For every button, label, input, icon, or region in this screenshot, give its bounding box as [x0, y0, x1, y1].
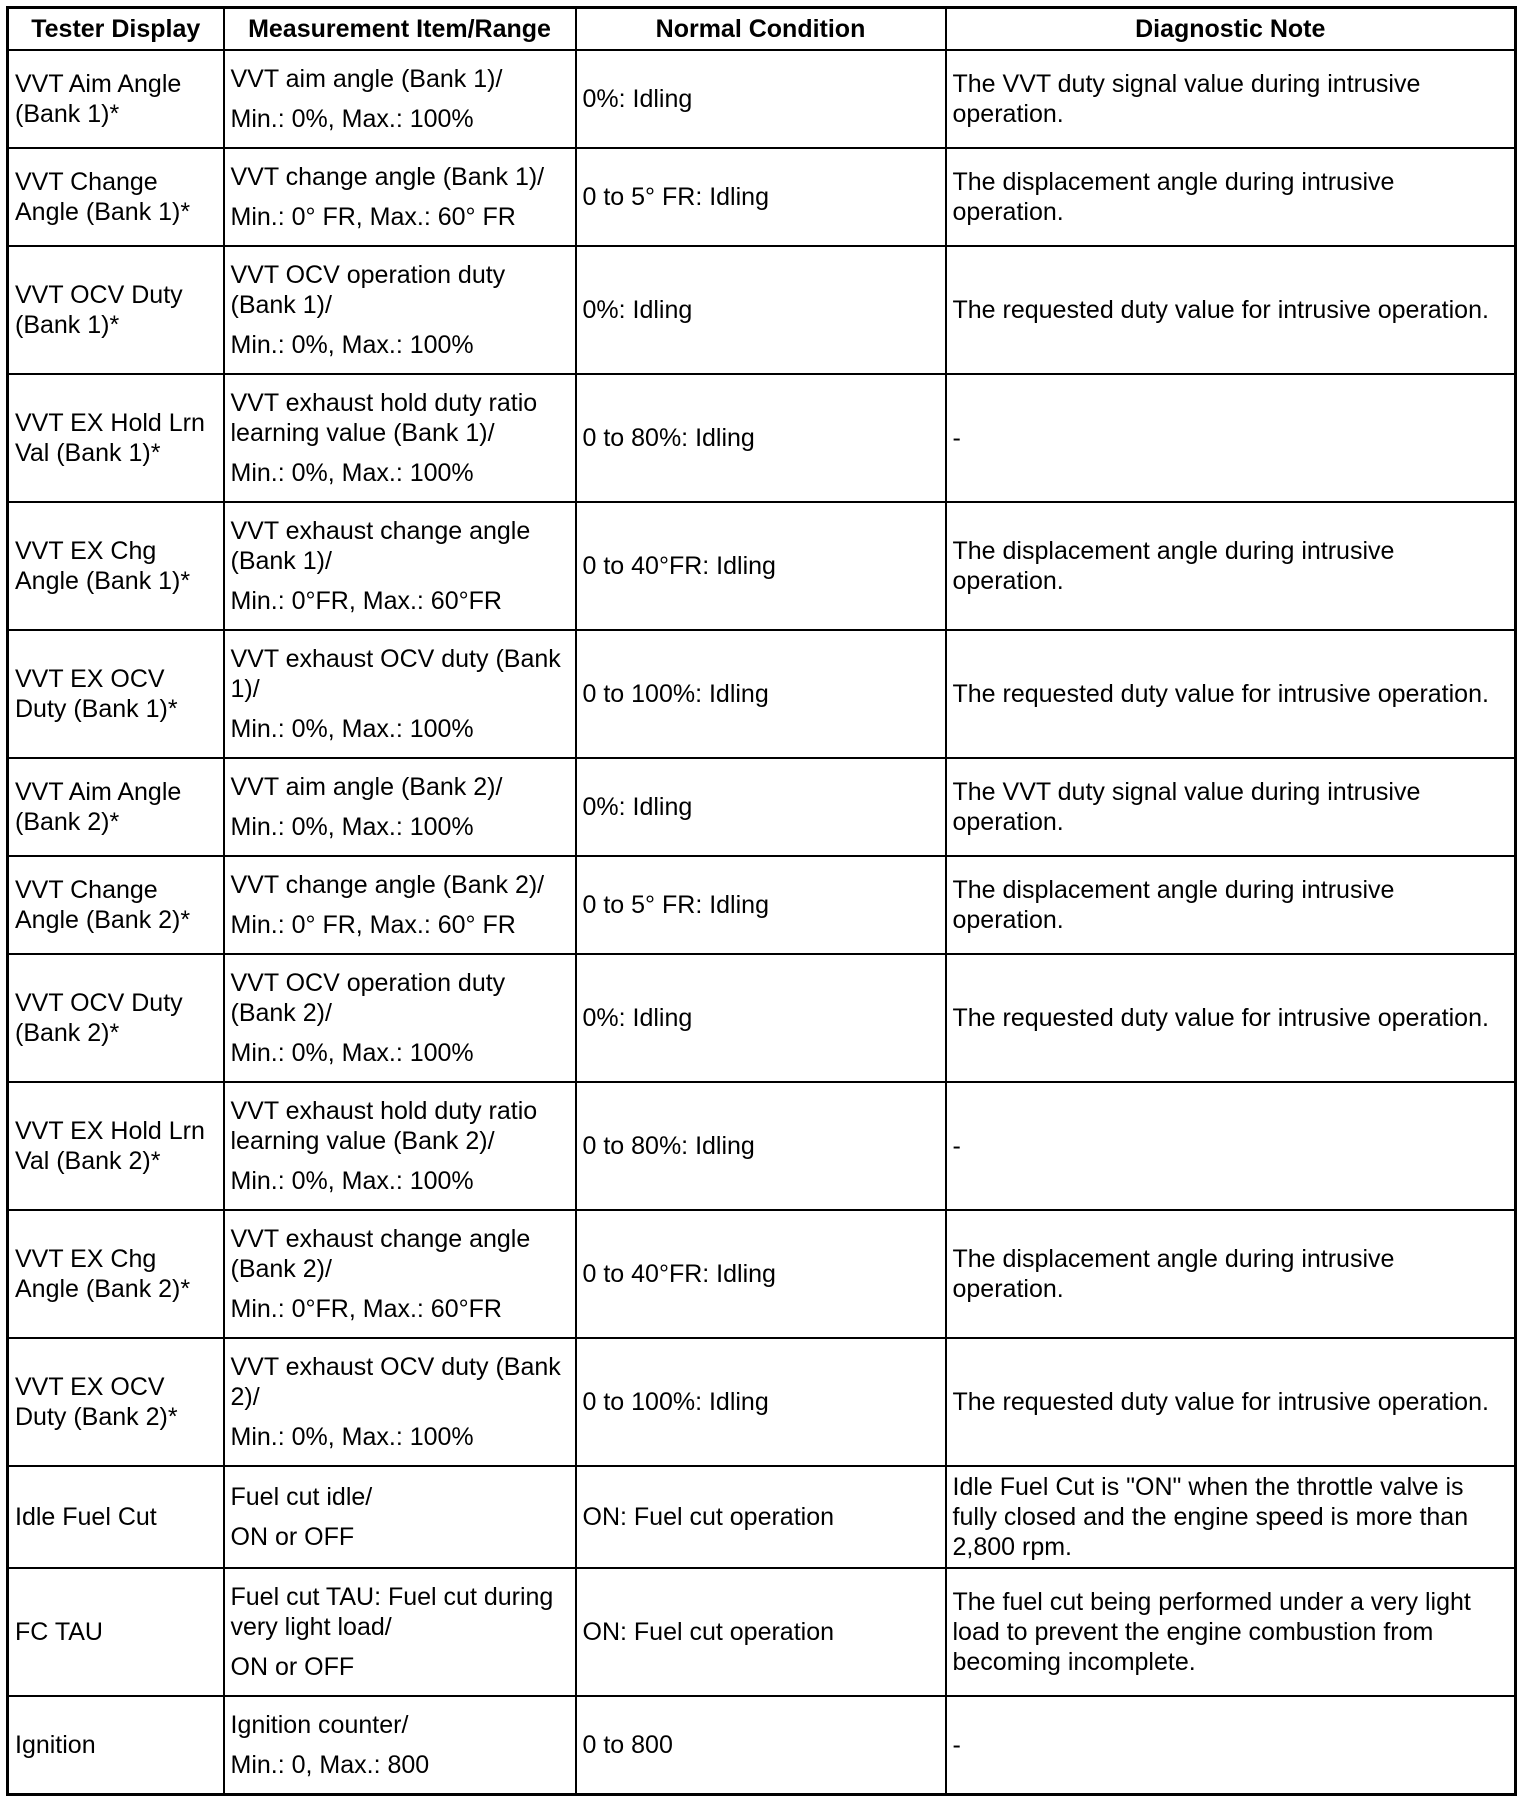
diagnostic-note-cell: The requested duty value for intrusive operation. — [946, 246, 1516, 374]
normal-condition-cell: 0 to 100%: Idling — [576, 630, 946, 758]
measurement-item: Fuel cut idle/ — [230, 1483, 373, 1511]
measurement-range: Min.: 0°FR, Max.: 60°FR — [230, 587, 502, 615]
tester-display-cell: VVT Aim Angle (Bank 2)* — [8, 758, 224, 856]
tester-display-cell: Idle Fuel Cut — [8, 1466, 224, 1568]
measurement-item: VVT change angle (Bank 1)/ — [230, 163, 545, 191]
table-row — [8, 374, 1516, 502]
tester-display-cell: VVT OCV Duty (Bank 2)* — [8, 954, 224, 1082]
measurement-cell — [224, 1466, 576, 1568]
measurement-cell — [224, 630, 576, 758]
normal-condition-cell: 0%: Idling — [576, 246, 946, 374]
tester-display-cell: VVT EX OCV Duty (Bank 2)* — [8, 1338, 224, 1466]
data-list-table — [6, 6, 1517, 1796]
tester-display-cell: VVT OCV Duty (Bank 1)* — [8, 246, 224, 374]
normal-condition-cell: 0%: Idling — [576, 954, 946, 1082]
diagnostic-note-cell: Idle Fuel Cut is "ON" when the throttle valve is fully closed and the engine speed is more than 2,800 rpm. — [946, 1466, 1516, 1568]
table-row — [8, 1338, 1516, 1466]
normal-condition-cell: 0 to 80%: Idling — [576, 1082, 946, 1210]
normal-condition-cell: ON: Fuel cut operation — [576, 1466, 946, 1568]
tester-display-cell: VVT EX Hold Lrn Val (Bank 1)* — [8, 374, 224, 502]
diagnostic-note-cell: The requested duty value for intrusive operation. — [946, 954, 1516, 1082]
measurement-item: Fuel cut TAU: Fuel cut during very light load/ — [230, 1583, 554, 1641]
tester-display-cell: Ignition — [8, 1696, 224, 1794]
normal-condition-cell: 0 to 5° FR: Idling — [576, 148, 946, 246]
measurement-item: VVT OCV operation duty (Bank 1)/ — [230, 261, 506, 319]
measurement-range: Min.: 0°FR, Max.: 60°FR — [230, 1295, 502, 1323]
measurement-range: Min.: 0%, Max.: 100% — [230, 715, 474, 743]
table-row — [8, 1696, 1516, 1794]
measurement-item: VVT change angle (Bank 2)/ — [230, 871, 545, 899]
measurement-item: VVT exhaust hold duty ratio learning value (Bank 2)/ — [230, 1097, 538, 1155]
measurement-range: Min.: 0%, Max.: 100% — [230, 1167, 474, 1195]
measurement-cell — [224, 1210, 576, 1338]
tester-display-cell: VVT EX Chg Angle (Bank 1)* — [8, 502, 224, 630]
tester-display-cell: VVT EX OCV Duty (Bank 1)* — [8, 630, 224, 758]
measurement-item: VVT exhaust OCV duty (Bank 2)/ — [230, 1353, 561, 1411]
measurement-cell — [224, 246, 576, 374]
header-diagnostic-note: Diagnostic Note — [946, 8, 1516, 51]
table-row — [8, 1082, 1516, 1210]
measurement-cell — [224, 1568, 576, 1696]
measurement-range: Min.: 0%, Max.: 100% — [230, 331, 474, 359]
measurement-range: Min.: 0%, Max.: 100% — [230, 1423, 474, 1451]
table-row — [8, 1210, 1516, 1338]
table-header-row — [8, 8, 1516, 51]
header-measurement-item: Measurement Item/Range — [224, 8, 576, 51]
diagnostic-note-cell: The displacement angle during intrusive operation. — [946, 502, 1516, 630]
diagnostic-note-cell: The VVT duty signal value during intrusive operation. — [946, 50, 1516, 148]
table-row — [8, 50, 1516, 148]
tester-display-cell: VVT Aim Angle (Bank 1)* — [8, 50, 224, 148]
measurement-cell — [224, 856, 576, 954]
diagnostic-note-cell: The requested duty value for intrusive operation. — [946, 1338, 1516, 1466]
normal-condition-cell: 0 to 800 — [576, 1696, 946, 1794]
table-row — [8, 630, 1516, 758]
measurement-item: Ignition counter/ — [230, 1710, 409, 1739]
tester-display-cell: VVT Change Angle (Bank 1)* — [8, 148, 224, 246]
header-tester-display: Tester Display — [8, 8, 224, 51]
table-row — [8, 758, 1516, 856]
measurement-range: Min.: 0%, Max.: 100% — [230, 459, 474, 487]
measurement-cell — [224, 502, 576, 630]
measurement-cell — [224, 758, 576, 856]
normal-condition-cell: 0 to 100%: Idling — [576, 1338, 946, 1466]
table-row — [8, 502, 1516, 630]
measurement-cell — [224, 148, 576, 246]
tester-display-cell: VVT Change Angle (Bank 2)* — [8, 856, 224, 954]
measurement-cell — [224, 374, 576, 502]
measurement-item: VVT aim angle (Bank 2)/ — [230, 773, 503, 801]
diagnostic-note-cell: - — [946, 1696, 1516, 1794]
measurement-range: ON or OFF — [230, 1523, 355, 1551]
measurement-cell — [224, 50, 576, 148]
normal-condition-cell: 0%: Idling — [576, 758, 946, 856]
measurement-range: Min.: 0, Max.: 800 — [230, 1750, 430, 1779]
diagnostic-note-cell: The fuel cut being performed under a very light load to prevent the engine combustion from becoming incomplete. — [946, 1568, 1516, 1696]
measurement-cell — [224, 1696, 576, 1794]
document-page — [6, 6, 1514, 1796]
header-normal-condition: Normal Condition — [576, 8, 946, 51]
diagnostic-note-cell: The displacement angle during intrusive operation. — [946, 1210, 1516, 1338]
measurement-item: VVT exhaust change angle (Bank 1)/ — [230, 517, 531, 575]
normal-condition-cell: 0%: Idling — [576, 50, 946, 148]
table-row — [8, 1568, 1516, 1696]
tester-display-cell: VVT EX Chg Angle (Bank 2)* — [8, 1210, 224, 1338]
measurement-range: Min.: 0%, Max.: 100% — [230, 105, 474, 133]
measurement-item: VVT exhaust hold duty ratio learning value (Bank 1)/ — [230, 389, 538, 447]
diagnostic-note-cell: - — [946, 374, 1516, 502]
measurement-range: ON or OFF — [230, 1653, 355, 1681]
diagnostic-note-cell: The requested duty value for intrusive operation. — [946, 630, 1516, 758]
measurement-item: VVT exhaust OCV duty (Bank 1)/ — [230, 645, 561, 703]
measurement-item: VVT exhaust change angle (Bank 2)/ — [230, 1225, 531, 1283]
table-row — [8, 246, 1516, 374]
diagnostic-note-cell: The displacement angle during intrusive operation. — [946, 148, 1516, 246]
measurement-cell — [224, 1082, 576, 1210]
normal-condition-cell: ON: Fuel cut operation — [576, 1568, 946, 1696]
normal-condition-cell: 0 to 40°FR: Idling — [576, 1210, 946, 1338]
measurement-cell — [224, 1338, 576, 1466]
measurement-range: Min.: 0%, Max.: 100% — [230, 813, 474, 841]
diagnostic-note-cell: The VVT duty signal value during intrusive operation. — [946, 758, 1516, 856]
table-row — [8, 954, 1516, 1082]
normal-condition-cell: 0 to 80%: Idling — [576, 374, 946, 502]
table-row — [8, 148, 1516, 246]
normal-condition-cell: 0 to 40°FR: Idling — [576, 502, 946, 630]
normal-condition-cell: 0 to 5° FR: Idling — [576, 856, 946, 954]
table-row — [8, 1466, 1516, 1568]
measurement-item: VVT OCV operation duty (Bank 2)/ — [230, 969, 506, 1027]
tester-display-cell: FC TAU — [8, 1568, 224, 1696]
measurement-cell — [224, 954, 576, 1082]
measurement-range: Min.: 0° FR, Max.: 60° FR — [230, 911, 516, 939]
diagnostic-note-cell: - — [946, 1082, 1516, 1210]
tester-display-cell: VVT EX Hold Lrn Val (Bank 2)* — [8, 1082, 224, 1210]
measurement-range: Min.: 0° FR, Max.: 60° FR — [230, 203, 516, 231]
measurement-range: Min.: 0%, Max.: 100% — [230, 1039, 474, 1067]
diagnostic-note-cell: The displacement angle during intrusive operation. — [946, 856, 1516, 954]
table-row — [8, 856, 1516, 954]
measurement-item: VVT aim angle (Bank 1)/ — [230, 65, 503, 93]
